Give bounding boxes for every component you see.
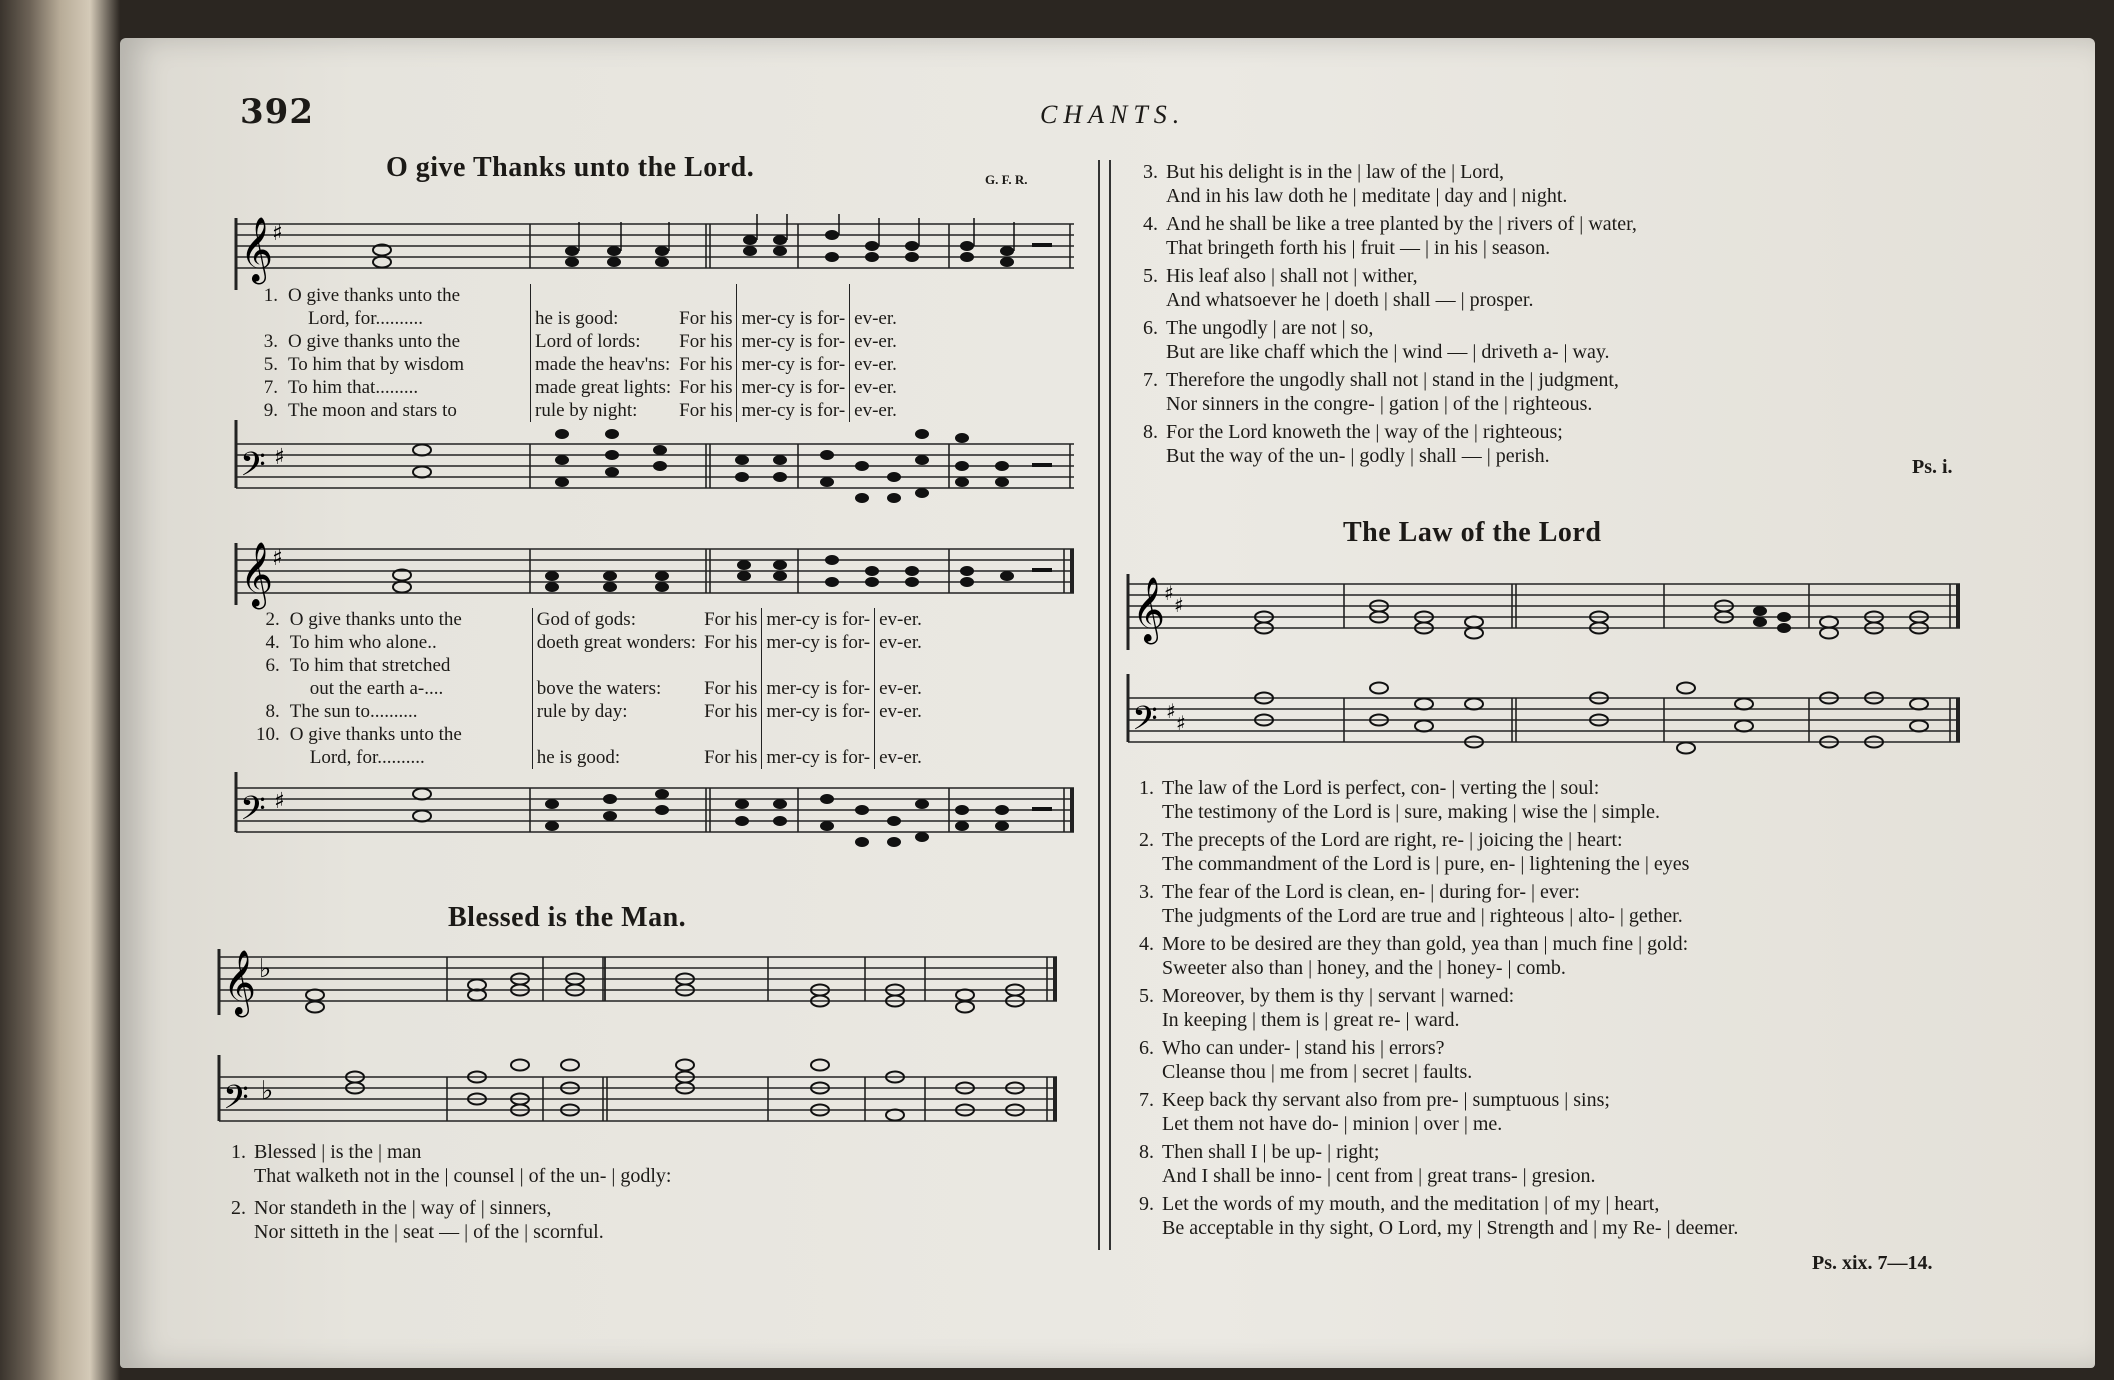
chant3-treble-staff bbox=[1124, 570, 1974, 660]
chant2-verse-6: 6. The ungodly | are not | so, But are like chaff which the | wind — | driveth a- | way. bbox=[1143, 317, 1610, 363]
svg-text:♯: ♯ bbox=[274, 789, 285, 814]
chant2-verse-4: 4. And he shall be like a tree planted by the | rivers of | water, That bringeth forth his | fruit — | in his | season. bbox=[1143, 213, 1637, 259]
svg-text:𝄢: 𝄢 bbox=[223, 1079, 249, 1125]
chant2-verse-8: 8. For the Lord knoweth the | way of the | righteous; But the way of the un- | godly | shall — | perish. bbox=[1143, 421, 1563, 467]
chant2-verse-1: 1. Blessed | is the | man That walketh not in the | counsel | of the un- | godly: bbox=[231, 1141, 672, 1187]
running-head: CHANTS. bbox=[1040, 100, 1186, 129]
chant1-verses-b: 2. O give thanks unto the God of gods: For his mer-cy is for- ev-er. 4. To him who alone.. doeth great wonders: For his mer-cy is for- ev-er. 6. To him that stretched out the earth a-.... bove the waters: For his mer-cy is for- ev-er. 8. The sun to.......... rule by day: For his mer-cy is for- ev-er. 10. O give thanks unto the Lord, for.......... he is good: For his mer-cy is for- ev-er. bbox=[252, 608, 926, 769]
chant2-reference: Ps. i. bbox=[1912, 456, 1953, 478]
chant3-verse-5: 5. Moreover, by them is thy | servant | warned: In keeping | them is | great re- | ward. bbox=[1139, 985, 1515, 1031]
treble-clef-icon: 𝄞 bbox=[240, 217, 274, 282]
chant1-bass-staff-b bbox=[232, 772, 1082, 867]
chant2-treble-staff bbox=[215, 945, 1065, 1025]
svg-text:♭: ♭ bbox=[261, 1076, 274, 1106]
chant1-verses-a: 1. O give thanks unto the Lord, for.......... he is good: For his mer-cy is for- ev-er. 3. O give thanks unto the Lord of lords: For his mer-cy is for- ev-er. 5. To him that by wisdom made the heav'ns: For his mer-cy is for- ev-er. 7. To him that......... made great lights: For his mer-cy is for- ev-er. 9. The moon and stars to rule by night: For his mer-cy is for- ev-er. bbox=[252, 284, 901, 422]
bass-clef-icon: 𝄢 bbox=[240, 446, 266, 492]
chant1-title: O give Thanks unto the Lord. bbox=[386, 152, 755, 183]
chant3-verse-7: 7. Keep back thy servant also from pre- | sumptuous | sins; Let them not have do- | minion | over | me. bbox=[1139, 1089, 1610, 1135]
chant3-title: The Law of the Lord bbox=[1343, 517, 1602, 548]
svg-text:♯: ♯ bbox=[1164, 581, 1174, 605]
chant3-reference: Ps. xix. 7—14. bbox=[1812, 1252, 1933, 1274]
svg-text:♯: ♯ bbox=[1166, 699, 1176, 723]
chant3-verse-9: 9. Let the words of my mouth, and the meditation | of my | heart, Be acceptable in thy sight, O Lord, my | Strength and | my Re- | deemer. bbox=[1139, 1193, 1739, 1239]
chant3-verse-8: 8. Then shall I | be up- | right; And I shall be inno- | cent from | great trans- | gresion. bbox=[1139, 1141, 1596, 1187]
svg-text:𝄢: 𝄢 bbox=[240, 790, 266, 836]
chant1-composer: G. F. R. bbox=[985, 172, 1028, 187]
chant3-bass-staff bbox=[1124, 674, 1974, 769]
svg-text:♯: ♯ bbox=[272, 546, 283, 571]
chant3-verse-4: 4. More to be desired are they than gold, yea than | much fine | gold: Sweeter also than | honey, and the | honey- | comb. bbox=[1139, 933, 1689, 979]
page-number: 392 bbox=[240, 92, 314, 132]
svg-text:𝄞: 𝄞 bbox=[1132, 577, 1166, 642]
chant2-verse-7: 7. Therefore the ungodly shall not | stand in the | judgment, Nor sinners in the congre- | gation | of the | righteous. bbox=[1143, 369, 1619, 415]
svg-text:♯: ♯ bbox=[274, 445, 285, 470]
chant3-verse-1: 1. The law of the Lord is perfect, con- | verting the | soul: The testimony of the Lord is | sure, making | wise the | simple. bbox=[1139, 777, 1661, 823]
svg-text:♭: ♭ bbox=[259, 954, 272, 984]
chant2-bass-staff bbox=[215, 1055, 1065, 1145]
column-divider bbox=[1098, 160, 1111, 1250]
svg-text:♯: ♯ bbox=[272, 221, 283, 246]
chant2-verse-2: 2. Nor standeth in the | way of | sinners, Nor sitteth in the | seat — | of the | scornful. bbox=[231, 1197, 604, 1243]
chant3-verse-2: 2. The precepts of the Lord are right, re- | joicing the | heart: The commandment of the Lord is | pure, en- | lightening the | eyes bbox=[1139, 829, 1690, 875]
svg-text:♯: ♯ bbox=[1176, 711, 1186, 735]
chant1-bass-staff-a bbox=[232, 420, 1082, 520]
chant2-verse-5: 5. His leaf also | shall not | wither, And whatsoever he | doeth | shall — | prosper. bbox=[1143, 265, 1534, 311]
chant2-verse-3: 3. But his delight is in the | law of the | Lord, And in his law doth he | meditate | day and | night. bbox=[1143, 161, 1568, 207]
chant2-title: Blessed is the Man. bbox=[448, 902, 687, 933]
svg-text:𝄞: 𝄞 bbox=[240, 542, 274, 607]
chant3-verse-6: 6. Who can under- | stand his | errors? Cleanse thou | me from | secret | faults. bbox=[1139, 1037, 1473, 1083]
chant3-verse-3: 3. The fear of the Lord is clean, en- | during for- | ever: The judgments of the Lord are true and | righteous | alto- | gether. bbox=[1139, 881, 1683, 927]
svg-text:𝄞: 𝄞 bbox=[223, 950, 257, 1015]
svg-text:♯: ♯ bbox=[1174, 593, 1184, 617]
svg-text:𝄢: 𝄢 bbox=[1132, 700, 1158, 746]
